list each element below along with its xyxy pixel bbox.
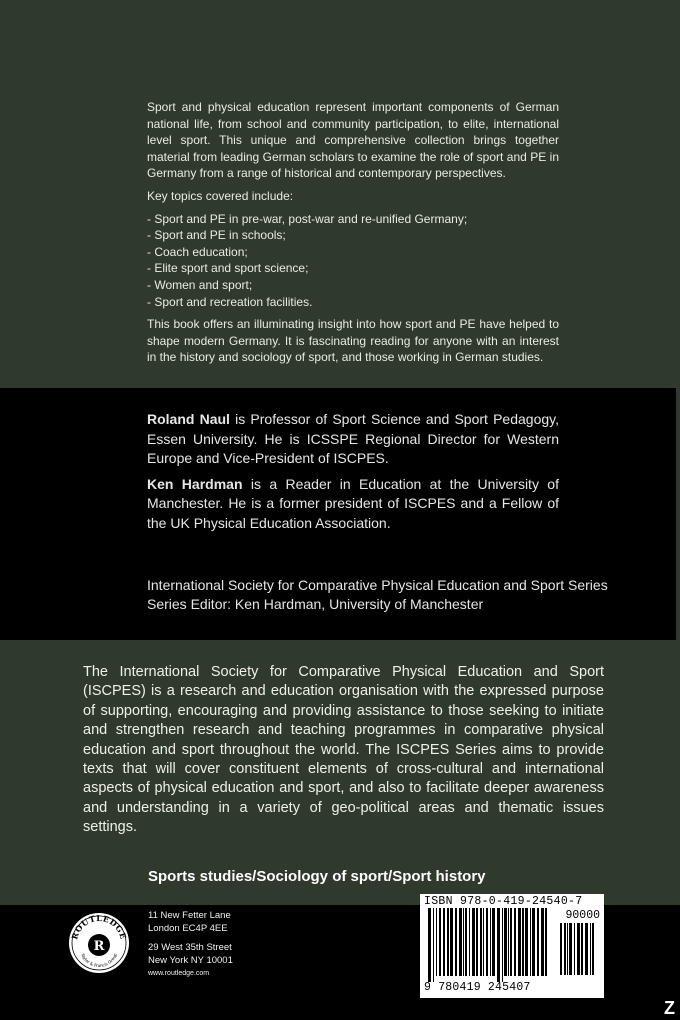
barcode-bar bbox=[592, 923, 594, 975]
barcode-bar bbox=[581, 923, 583, 975]
publisher-subtitle: Taylor & Francis Group bbox=[80, 952, 119, 969]
routledge-logo bbox=[68, 912, 130, 974]
address-line: New York NY 10001 bbox=[148, 955, 233, 966]
barcode-bar bbox=[577, 923, 580, 975]
author-bios bbox=[147, 410, 559, 539]
barcode-bar bbox=[439, 908, 441, 976]
author-name: Roland Naul bbox=[147, 411, 230, 427]
barcode-bar bbox=[502, 908, 503, 982]
topic-item: - Women and sport; bbox=[147, 277, 559, 294]
barcode-bar bbox=[585, 923, 588, 975]
barcode-bar bbox=[463, 908, 464, 976]
address-line: 29 West 35th Street bbox=[148, 942, 232, 953]
subject-categories: Sports studies/Sociology of sport/Sport history bbox=[148, 868, 486, 885]
barcode-bar bbox=[443, 908, 445, 976]
barcode-bar bbox=[486, 908, 488, 976]
topic-item: - Sport and PE in pre-war, post-war and re-unified Germany; bbox=[147, 211, 559, 228]
author-description: is Professor of Sport Science and Sport Pedagogy, Essen University. He is ICSSPE Regional Director for Western Europe and Vice-President of ISCPES. bbox=[147, 411, 559, 466]
barcode-bar bbox=[569, 923, 572, 975]
barcode-bar bbox=[459, 908, 462, 976]
series-editor: Series Editor: Ken Hardman, University of Manchester bbox=[147, 596, 484, 612]
barcode-bar bbox=[476, 908, 478, 976]
blurb-section bbox=[0, 0, 680, 388]
barcode-bar bbox=[504, 908, 507, 976]
author-bio bbox=[147, 410, 559, 469]
topic-item: - Sport and PE in schools; bbox=[147, 227, 559, 244]
barcode-bar bbox=[532, 908, 535, 976]
barcode-bar bbox=[522, 908, 524, 976]
barcode-bar bbox=[483, 908, 484, 976]
blurb-text bbox=[147, 99, 559, 372]
barcode-bar bbox=[508, 908, 509, 976]
barcode-bar bbox=[433, 908, 434, 982]
barcode-bar bbox=[455, 908, 457, 976]
barcode-bar bbox=[450, 908, 453, 976]
barcode-bar bbox=[545, 908, 547, 976]
barcode-bar bbox=[428, 908, 431, 982]
barcode-bar bbox=[567, 923, 568, 975]
publisher-website: www.routledge.com bbox=[148, 970, 210, 977]
barcode-bar bbox=[447, 908, 449, 976]
barcode-bar bbox=[436, 908, 437, 976]
barcode-bar bbox=[525, 908, 528, 976]
address-line: London EC4P 4EE bbox=[148, 923, 228, 934]
topics-list bbox=[147, 211, 559, 311]
author-bio bbox=[147, 475, 559, 534]
topics-heading: Key topics covered include: bbox=[147, 188, 294, 203]
barcode-bar bbox=[541, 908, 544, 976]
barcode-bar bbox=[497, 908, 500, 982]
blurb-closing: This book offers an illuminating insight into how sport and PE have helped to shape modern Germany. It is fascinating reading for anyone with an interest in the history and sociology of sport, and those working in German studies. bbox=[147, 317, 559, 365]
series-info bbox=[147, 576, 617, 614]
isbn-label: ISBN 978-0-419-24540-7 bbox=[424, 895, 583, 908]
edge-mark: Z bbox=[664, 998, 675, 1018]
addon-barcode-bars bbox=[554, 923, 600, 981]
authors-section bbox=[0, 388, 676, 640]
address-line: 11 New Fetter Lane bbox=[148, 910, 231, 921]
publisher-address bbox=[148, 909, 288, 980]
barcode-bar bbox=[518, 908, 521, 976]
barcode-bar bbox=[564, 923, 566, 975]
ean-digits: 9 780419 245407 bbox=[424, 981, 531, 994]
price-code: 90000 bbox=[565, 909, 600, 922]
topic-item: - Sport and recreation facilities. bbox=[147, 294, 559, 311]
publisher-name: ROUTLEDGE bbox=[69, 912, 129, 941]
series-name: International Society for Comparative Physical Education and Sport Series bbox=[147, 577, 608, 593]
barcode-bar bbox=[472, 908, 475, 976]
barcode-bar bbox=[530, 908, 531, 976]
barcode-bar bbox=[469, 908, 470, 976]
barcode-bar bbox=[537, 908, 539, 976]
isbn-barcode bbox=[420, 894, 604, 998]
topic-item: - Coach education; bbox=[147, 244, 559, 261]
barcode-bar bbox=[490, 908, 491, 976]
author-name: Ken Hardman bbox=[147, 475, 243, 492]
barcode-bar bbox=[560, 923, 562, 975]
barcode-bar bbox=[574, 923, 575, 975]
barcode-bar bbox=[492, 908, 495, 976]
svg-text:R: R bbox=[93, 939, 105, 954]
barcode-bar bbox=[514, 908, 516, 976]
barcode-bar bbox=[510, 908, 512, 976]
iscpes-description: The International Society for Comparative Physical Education and Sport (ISCPES) is a research and education organisation with the expressed purpose of supporting, encouraging and providing assistance to those seeking to initiate and strengthen research and teaching programmes in comparative physical education and sport throughout the world. The ISCPES Series aims to provide texts that will cover constituent elements of cross-cultural and international aspects of physical education and sport, and also to facilitate deeper awareness and understanding in a variety of geo-political areas and thematic issues settings. bbox=[83, 664, 604, 836]
barcode-bar bbox=[590, 923, 591, 975]
topic-item: - Elite sport and sport science; bbox=[147, 260, 559, 277]
blurb-intro: Sport and physical education represent important components of German national life, from school and community participation, to elite, international level sport. This unique and comprehensive collection brings together material from leading German scholars to examine the role of sport and PE in Germany from a range of historical and contemporary perspectives. bbox=[147, 100, 559, 181]
barcode-bar bbox=[465, 908, 467, 976]
author-description: is a Reader in Education at the University of Manchester. He is a former president of ISCPES and a Fellow of the UK Physical Education Association. bbox=[147, 475, 559, 531]
barcode-bar bbox=[480, 908, 482, 976]
ean-barcode-bars bbox=[422, 908, 552, 982]
